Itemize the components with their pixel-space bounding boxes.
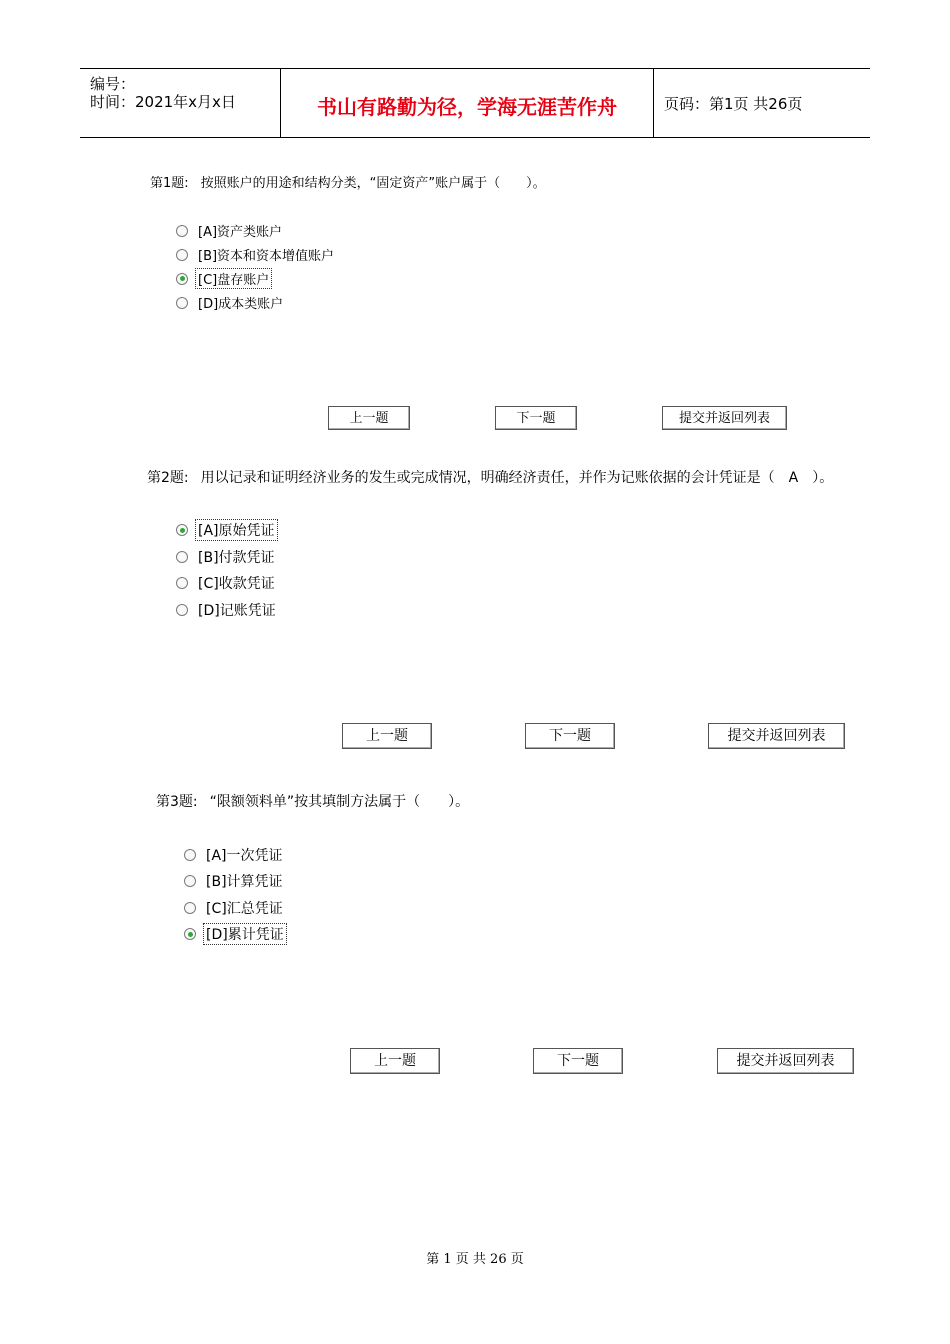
q3-option-c[interactable]	[184, 897, 286, 919]
q2-option-d[interactable]	[176, 599, 279, 621]
q3-prev-button[interactable]: 上一题	[350, 1048, 440, 1074]
option-label: [B]付款凭证	[198, 550, 275, 566]
option-label: [C]盘存账户	[195, 268, 272, 289]
q1-option-d[interactable]	[176, 292, 286, 313]
question-number: 第2题:	[147, 470, 189, 486]
header-motto-cell	[281, 69, 654, 137]
radio-button-checked[interactable]	[184, 928, 196, 940]
q1-next-button[interactable]: 下一题	[495, 406, 577, 430]
header-page-cell	[654, 69, 870, 137]
question-1-title	[150, 172, 546, 191]
q2-submit-button[interactable]: 提交并返回列表	[708, 723, 845, 749]
document-date: 时间：2021年x月x日	[90, 93, 236, 111]
q3-next-button[interactable]: 下一题	[533, 1048, 623, 1074]
question-text: “限额领料单”按其填制方法属于（ ）。	[209, 794, 470, 810]
radio-button-checked[interactable]	[176, 524, 188, 536]
radio-button[interactable]	[176, 551, 188, 563]
option-label: [A]一次凭证	[206, 848, 283, 864]
q1-option-b[interactable]	[176, 244, 337, 265]
question-number: 第1题:	[150, 176, 189, 191]
option-label: [D]累计凭证	[203, 923, 287, 945]
q1-prev-button[interactable]: 上一题	[328, 406, 410, 430]
q2-option-a[interactable]	[176, 519, 278, 541]
option-label: [D]记账凭证	[198, 603, 276, 619]
q2-option-b[interactable]	[176, 546, 278, 568]
radio-button-checked[interactable]	[176, 273, 188, 285]
radio-button[interactable]	[184, 849, 196, 861]
q2-next-button[interactable]: 下一题	[525, 723, 615, 749]
header-meta-cell	[80, 69, 281, 137]
radio-button[interactable]	[176, 604, 188, 616]
motto: 书山有路勤为径，学海无涯苦作舟	[317, 95, 617, 119]
option-label: [C]收款凭证	[198, 576, 275, 592]
radio-button[interactable]	[176, 577, 188, 589]
radio-button[interactable]	[176, 297, 188, 309]
option-label: [C]汇总凭证	[206, 901, 283, 917]
question-text: 用以记录和证明经济业务的发生或完成情况，明确经济责任，并作为记账依据的会计凭证是（ A ）。	[200, 470, 834, 486]
serial-number: 编号：	[90, 75, 136, 93]
radio-button[interactable]	[176, 225, 188, 237]
question-2-title	[147, 467, 833, 487]
option-label: [A]资产类账户	[198, 225, 283, 240]
option-label: [B]资本和资本增值账户	[198, 249, 335, 264]
radio-button[interactable]	[184, 875, 196, 887]
page-footer: 第 1 页 共 26 页	[426, 1252, 524, 1267]
q1-submit-button[interactable]: 提交并返回列表	[662, 406, 787, 430]
q3-option-a[interactable]	[184, 844, 286, 866]
q3-option-b[interactable]	[184, 870, 286, 892]
q2-option-c[interactable]	[176, 572, 278, 594]
q1-option-a[interactable]	[176, 220, 285, 241]
option-label: [D]成本类账户	[198, 297, 284, 312]
q2-prev-button[interactable]: 上一题	[342, 723, 432, 749]
question-number: 第3题:	[156, 794, 198, 810]
q3-submit-button[interactable]: 提交并返回列表	[717, 1048, 854, 1074]
radio-button[interactable]	[184, 902, 196, 914]
document-header	[80, 68, 870, 138]
question-text: 按照账户的用途和结构分类，“固定资产”账户属于（ ）。	[200, 176, 546, 191]
option-label: [B]计算凭证	[206, 874, 283, 890]
question-3-title	[156, 791, 469, 811]
option-label: [A]原始凭证	[195, 519, 278, 541]
page-info: 页码：第1页 共26页	[664, 95, 803, 113]
q3-option-d[interactable]	[184, 923, 287, 945]
q1-option-c[interactable]	[176, 268, 272, 289]
radio-button[interactable]	[176, 249, 188, 261]
